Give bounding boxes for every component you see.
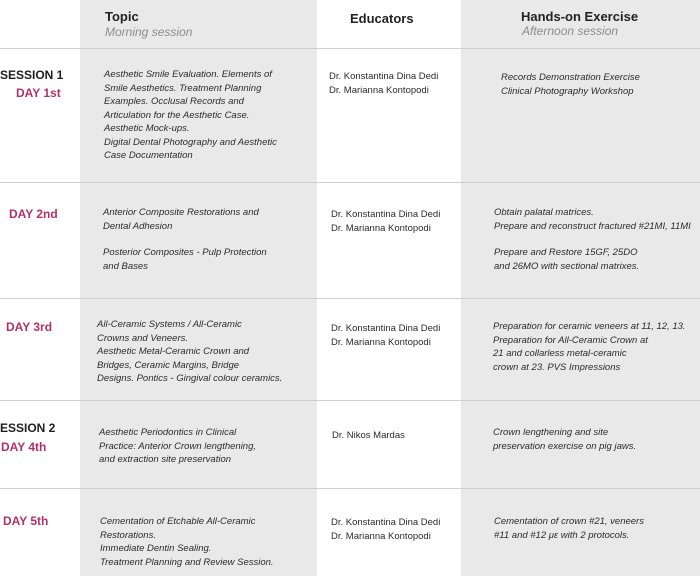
exercise-line: Obtain palatal matrices. (494, 207, 594, 218)
educator-name: Dr. Marianna Kontopodi (331, 222, 431, 234)
topic-line: Aesthetic Smile Evaluation. Elements of (104, 69, 272, 80)
exercise-line: Preparation for ceramic veneers at 11, 12, 13. (493, 321, 686, 332)
exercise-line: preservation exercise on pig jaws. (493, 440, 637, 452)
topic-line: Smile Aesthetics. Treatment Planning (104, 82, 262, 94)
topic-line: and extraction site preservation (99, 454, 232, 465)
exercise-line: Crown lengthening and site (493, 427, 609, 438)
educator-name: Dr. Marianna Kontopodi (331, 336, 431, 348)
educators-header: Educators (350, 11, 414, 26)
day-label: DAY 3rd (6, 320, 53, 334)
educator-name: Dr. Marianna Kontopodi (331, 530, 431, 542)
exercise-line: Clinical Photography Workshop (501, 85, 634, 97)
topic-line: Anterior Composite Restorations and (103, 207, 259, 218)
topic-subheader: Morning session (105, 25, 193, 39)
topic-line: Practice: Anterior Crown lengthening, (99, 440, 257, 452)
educator-name: Dr. Nikos Mardas (332, 430, 405, 441)
topic-line: Digital Dental Photography and Aesthetic (104, 136, 277, 148)
exercise-cell (494, 206, 691, 273)
educator-name: Dr. Konstantina Dina Dedi (331, 323, 441, 334)
exercise-line: Preparation for All-Ceramic Crown at (493, 334, 648, 346)
topic-cell (103, 206, 267, 273)
topic-line: Aesthetic Periodontics in Clinical (99, 427, 237, 438)
exercise-cell (493, 426, 636, 453)
topic-line: Case Documentation (104, 150, 193, 161)
topic-header: Topic (105, 9, 139, 24)
exercise-line: crown at 23. PVS Impressions (493, 361, 621, 373)
educators-cell (329, 70, 438, 97)
day-label: DAY 5th (3, 514, 49, 528)
educator-name: Dr. Konstantina Dina Dedi (331, 209, 441, 220)
topic-line: Treatment Planning and Review Session. (100, 556, 274, 568)
topic-line: Aesthetic Mock-ups. (104, 123, 190, 134)
educators-cell (331, 322, 440, 349)
day-label: DAY 2nd (9, 207, 58, 221)
exercise-line: and 26MO with sectional matrixes. (494, 260, 640, 272)
topic-line: Crowns and Veneers. (97, 332, 189, 344)
day-label: DAY 4th (1, 440, 47, 454)
exercise-line: Records Demonstration Exercise (501, 72, 640, 83)
topic-line: Dental Adhesion (103, 220, 173, 232)
educators-cell (332, 429, 405, 443)
row-divider (0, 298, 700, 299)
session-label: ESSION 2 (0, 421, 56, 435)
row-divider (0, 400, 700, 401)
topic-cell (97, 318, 282, 386)
topic-line: Aesthetic Metal-Ceramic Crown and (97, 346, 250, 357)
hands-on-subheader: Afternoon session (522, 24, 619, 38)
exercise-line: Prepare and Restore 15GF, 25DO (494, 247, 638, 258)
educator-name: Dr. Marianna Kontopodi (329, 84, 429, 96)
session-label: SESSION 1 (0, 68, 64, 82)
topic-line: Cementation of Etchable All-Ceramic (100, 516, 256, 527)
topic-line: Designs. Pontics - Gingival colour ceramics. (97, 373, 283, 384)
topic-cell (104, 68, 277, 163)
exercise-line: #11 and #12 με with 2 protocols. (494, 529, 630, 541)
row-divider (0, 182, 700, 183)
topic-line: Posterior Composites - Pulp Protection (103, 247, 267, 258)
exercise-line: 21 and collarless metal-ceramic (493, 348, 627, 359)
exercise-cell (493, 320, 686, 374)
educators-cell (331, 208, 440, 235)
topic-line: Restorations. (100, 529, 156, 541)
row-divider (0, 488, 700, 489)
topic-line: Bridges, Ceramic Margins, Bridge (97, 359, 240, 371)
day-label: DAY 1st (16, 86, 61, 100)
topic-line: All-Ceramic Systems / All-Ceramic (97, 319, 242, 330)
educator-name: Dr. Konstantina Dina Dedi (329, 71, 439, 82)
topic-line: Immediate Dentin Sealing. (100, 543, 212, 554)
exercise-cell (501, 71, 640, 98)
exercise-cell (494, 515, 644, 542)
exercise-line: Prepare and reconstruct fractured #21MI, 11MI (494, 220, 691, 232)
topic-cell (99, 426, 256, 467)
hands-on-header: Hands-on Exercise (521, 9, 639, 24)
topic-line: Articulation for the Aesthetic Case. (104, 109, 250, 121)
exercise-line: Cementation of crown #21, veneers (494, 516, 644, 527)
topic-cell (100, 515, 274, 569)
topic-line: and Bases (103, 260, 148, 272)
educators-cell (331, 516, 440, 543)
header-divider (0, 48, 700, 49)
educator-name: Dr. Konstantina Dina Dedi (331, 517, 441, 528)
topic-line: Examples. Occlusal Records and (104, 96, 244, 107)
